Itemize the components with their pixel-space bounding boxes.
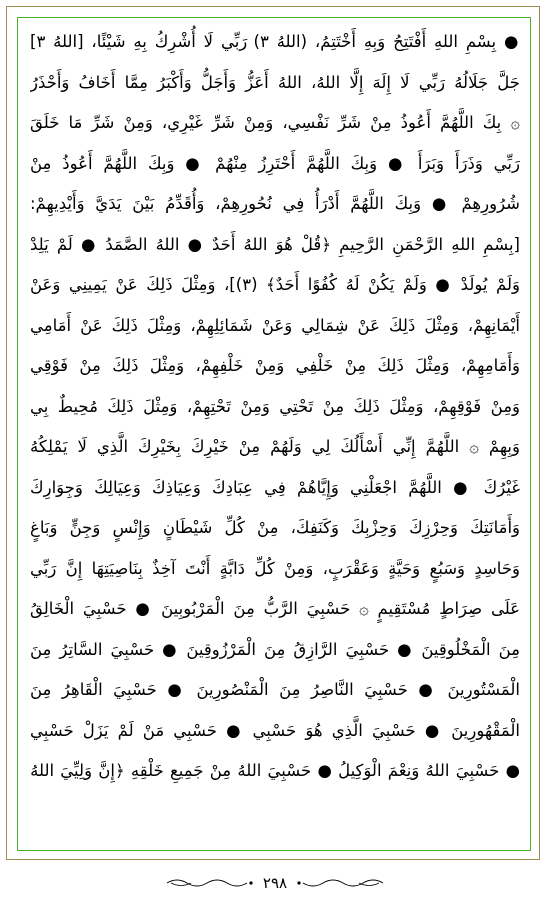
right-ornament-icon [295,876,385,890]
text-line-1: ● بِسْمِ اللهِ أَفْتَتِحُ وَبِهِ أَخْتَتِمُ، (اللهُ ٣) رَبِّي لَا أُشْرِكُ بِهِ شَيْئًا، [اللهُ ٣] [30,32,520,51]
text-line-7: وَلَمْ يُولَدْ ● وَلَمْ يَكُنْ لَهُ كُفُوًا أَحَدٌ﴾ (٣)]، وَمِثْلَ ذَلِكَ عَنْ يَمِينِي وَعَنْ [30,275,520,294]
text-line-19: ● حَسْبِيَ اللهُ وَنِعْمَ الْوَكِيلُ ● حَسْبِيَ اللهُ مِنْ جَمِيعِ خَلْقِهِ ﴿إِنَّ وَلِيِّيَ اللهُ [30,761,520,780]
text-line-18: الْمَقْهُورِينَ ● حَسْبِيَ الَّذِي هُوَ حَسْبِي ● حَسْبِي مَنْ لَمْ يَزَلْ حَسْبِي [30,720,520,740]
page-number: ٢٩٨ [262,874,288,892]
text-line-3: ۞ بِكَ اللَّهُمَّ أَعُوذُ مِنْ شَرِّ نَفْسِي، وَمِنْ شَرِّ غَيْرِي، وَمِنْ شَرِّ مَا خَلَقَ [30,113,520,132]
text-line-9: وَأَمَامِهِمْ، وَمِثْلَ ذَلِكَ مِنْ خَلْفِي وَمِنْ خَلْفِهِمْ، وَمِثْلَ ذَلِكَ مِنْ فَوْقِي [30,356,520,375]
left-ornament-icon [165,876,255,890]
text-line-5: شُرُورِهِمْ ● وَبِكَ اللَّهُمَّ أَدْرَأُ فِي نُحُورِهِمْ، وَأُقَدِّمُ بَيْنَ يَدَيَّ وَأَيْدِيهِمْ: [30,194,520,213]
text-line-2: جَلَّ جَلَالُهُ رَبِّي لَا إِلَهَ إِلَّا اللهُ، اللهُ أَعَزُّ وَأَجَلُّ وَأَكْبَرُ مِمَّا أَخَافُ وَأَحْذَرُ [30,72,520,92]
text-line-15: عَلَى صِرَاطٍ مُسْتَقِيمٍ ۞ حَسْبِيَ الرَّبُّ مِنَ الْمَرْبُوبِينَ ● حَسْبِيَ الْخَالِقُ [30,599,520,618]
text-line-4: رَبِّي وَذَرَأَ وَبَرَأَ ● وَبِكَ اللَّهُمَّ أَحْتَرِزُ مِنْهُمْ ● وَبِكَ اللَّهُمَّ أَعُوذُ مِنْ [30,153,520,173]
text-line-10: وَمِنْ فَوْقِهِمْ، وَمِثْلَ ذَلِكَ مِنْ تَحْتِي وَمِنْ تَحْتِهِمْ، وَمِثْلَ ذَلِكَ مُحِيطٌ بِي [30,396,520,416]
text-line-14: وَحَاسِدٍ وَسَبُعٍ وَحَيَّةٍ وَعَقْرَبٍ، وَمِنْ كُلِّ دَابَّةٍ أَنْتَ آخِذٌ بِنَاصِيَتِهَا إِنَّ رَبِّي [30,558,520,578]
text-line-16: مِنَ الْمَخْلُوقِينَ ● حَسْبِيَ الرَّازِقُ مِنَ الْمَرْزُوقِينَ ● حَسْبِيَ السَّاتِرُ مِنَ [30,639,520,659]
page-footer [0,868,550,898]
text-line-8: أَيْمَانِهِمْ، وَمِثْلَ ذَلِكَ عَنْ شِمَالِي وَعَنْ شَمَائِلِهِمْ، وَمِثْلَ ذَلِكَ عَنْ أَمَامِي [30,315,520,335]
text-line-17: الْمَسْتُورِينَ ● حَسْبِيَ النَّاصِرُ مِنَ الْمَنْصُورِينَ ● حَسْبِيَ الْقَاهِرُ مِنَ [30,680,520,699]
text-line-11: وَبِهِمْ ۞ اللَّهُمَّ إِنِّي أَسْأَلُكَ لِي وَلَهُمْ مِنْ خَيْرِكَ بِخَيْرِكَ الَّذِي لَا يَمْلِكُهُ [30,437,520,456]
text-line-12: غَيْرُكَ ● اللَّهُمَّ اجْعَلْنِي وَإِيَّاهُمْ فِي عِبَادِكَ وَعِيَاذِكَ وَعِيَالِكَ وَجِوَارِكَ [30,477,520,497]
text-line-6: [بِسْمِ اللهِ الرَّحْمَنِ الرَّحِيمِ ﴿قُلْ هُوَ اللهُ أَحَدٌ ● اللهُ الصَّمَدُ ● لَمْ يَلِدْ [30,234,520,254]
text-block [30,22,520,832]
text-line-13: وَأَمَانَتِكَ وَحِرْزِكَ وَحِزْبِكَ وَكَنَفِكَ، مِنْ كُلِّ شَيْطَانٍ وَإِنْسٍ وَجِنٍّ وَبَاغٍ [30,518,520,537]
